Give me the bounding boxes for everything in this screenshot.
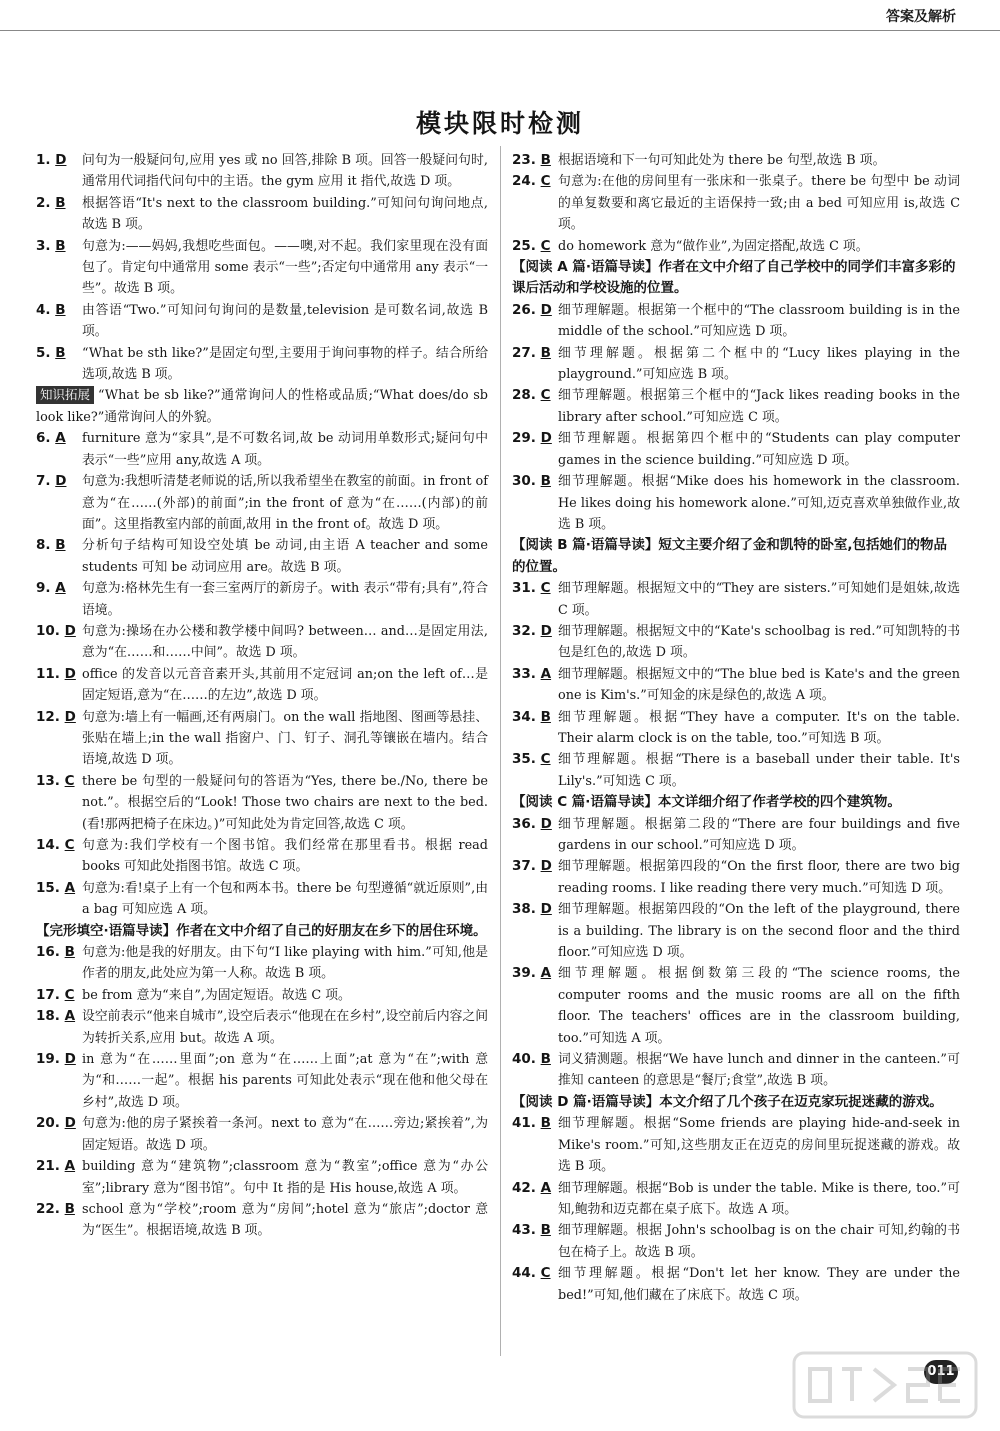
item-number: 12. D [36,708,76,725]
item-answer: D [64,665,76,682]
answer-item [36,343,488,386]
item-number: 14. C [36,837,75,853]
section-heading-text: 【阅读 C 篇·语篇导读】本文详细介绍了作者学校的四个建筑物。 [512,794,901,811]
item-number: 33. A [512,665,552,682]
item-explanation: there be 句型的一般疑问句的答语为“Yes, there be./No, there be not.”。根据空后的“Look! Those two chairs are next to the bed.(看!那两把椅子在床边。)”可知此处为肯定回答,故选 C 项。 [82,773,488,832]
item-explanation: be from 意为“来自”,为固定短语。故选 C 项。 [82,987,351,1003]
item-number: 8. B [36,537,66,554]
answer-item [36,835,488,878]
answer-item [36,1049,488,1113]
item-answer: B [64,1200,75,1217]
item-explanation: furniture 意为“家具”,是不可数名词,故 be 动词用单数形式;疑问句中表示“一些”应用 any,故选 A 项。 [82,431,488,468]
item-answer: B [55,537,66,554]
item-explanation: 由答语“Two.”可知问句询问的是数量,television 是可数名词,故选 B 项。 [82,302,488,340]
item-explanation: 句意为:我想听清楚老师说的话,所以我希望坐在教室的前面。in front of 意为“在……(外部)的前面”;in the front of 意为“在……(内部)的前面”。这里指教室内部的前面,故用 in the front of。故选 D 项。 [82,474,488,532]
item-answer: B [55,344,66,361]
item-answer: A [540,1179,552,1196]
item-number: 26. D [512,301,552,318]
item-explanation: 细节理解题。根据“They have a computer. It's on the table. Their alarm clock is on the table, too.”可知选 B 项。 [558,709,960,746]
item-answer: C [540,1265,551,1282]
item-explanation: 细节理解题。根据短文中的“The blue bed is Kate's and the green one is Kim's.”可知金的床是绿色的,故选 A 项。 [558,666,960,704]
answer-item [512,428,960,471]
item-number: 2. B [36,194,66,211]
note-tag: 知识拓展 [36,386,94,404]
item-number: 28. C [512,387,551,404]
item-number: 9. A [36,580,66,597]
item-number: 34. B [512,708,551,725]
answer-item [512,963,960,1049]
item-explanation: school 意为“学校”;room 意为“房间”;hotel 意为“旅店”;doctor 意为“医生”。根据语境,故选 B 项。 [82,1201,488,1239]
answer-item [36,578,488,621]
item-explanation: do homework 意为“做作业”,为固定搭配,故选 C 项。 [558,238,869,254]
item-answer: C [540,751,551,768]
item-answer: B [55,301,66,318]
item-explanation: 细节理解题。根据短文中的“They are sisters.”可知她们是姐妹,故选 C 项。 [558,581,960,618]
answer-item [36,1156,488,1199]
item-answer: C [540,580,551,597]
answer-item [512,1113,960,1177]
answer-item [512,1178,960,1221]
item-explanation: 细节理解题。根据第四段的“On the first floor, there are two big reading rooms. I like reading there very much.”可知选 D 项。 [558,859,960,896]
item-answer: D [55,152,67,168]
answer-item [512,899,960,963]
answer-item [512,1220,960,1263]
item-number: 35. C [512,751,551,768]
item-number: 27. B [512,344,551,361]
page-number: 011 [924,1360,958,1384]
item-number: 40. B [512,1051,551,1068]
answer-item [512,707,960,750]
column-divider [500,146,501,1356]
answer-item [36,1006,488,1049]
item-answer: C [64,986,75,1003]
item-explanation: building 意为“建筑物”;classroom 意为“教室”;office 意为“办公室”;library 意为“图书馆”。句中 It 指的是 His house,故选 A 项。 [82,1159,488,1196]
item-number: 31. C [512,580,551,597]
item-explanation: 细节理解题。根据第二段的“There are four buildings and five gardens in our school.”可知应选 D 项。 [558,816,960,853]
item-number: 32. D [512,622,552,639]
item-number: 11. D [36,665,76,682]
answer-item [36,193,488,236]
answer-item [512,385,960,428]
answer-item [36,150,488,193]
item-number: 17. C [36,986,75,1003]
item-number: 19. D [36,1051,76,1068]
section-heading-text: 【阅读 A 篇·语篇导读】作者在文中介绍了自己学校中的同学们丰富多彩的课后活动和学校设施的位置。 [512,259,956,297]
item-answer: D [64,708,76,725]
section-heading [512,257,960,300]
answer-item [36,985,488,1006]
answer-item [36,535,488,578]
answer-item [36,664,488,707]
item-number: 30. B [512,473,551,490]
item-explanation: 句意为:——妈妈,我想吃些面包。——噢,对不起。我们家里现在没有面包了。肯定句中通常用 some 表示“一些”;否定句中通常用 any 表示“一些”。故选 B 项。 [82,238,488,297]
item-answer: B [540,344,551,361]
answer-item [512,300,960,343]
item-answer: D [540,430,552,447]
section-heading-text: 【阅读 D 篇·语篇导读】本文介绍了几个孩子在迈克家玩捉迷藏的游戏。 [512,1093,943,1110]
answer-item [512,171,960,235]
item-answer: D [64,1115,76,1132]
item-number: 3. B [36,237,66,254]
item-explanation: 根据答语“It's next to the classroom building.”可知问句询问地点,故选 B 项。 [82,195,488,233]
section-heading [512,1092,960,1113]
item-number: 25. C [512,237,551,254]
item-explanation: 根据语境和下一句可知此处为 there be 句型,故选 B 项。 [558,153,886,168]
header-label: 答案及解析 [886,9,956,25]
item-explanation: 句意为:在他的房间里有一张床和一张桌子。there be 句型中 be 动词的单复数要和离它最近的主语保持一致;由 a bed 可知应用 is,故选 C 项。 [558,174,960,233]
section-heading-text: 【完形填空·语篇导读】作者在文中介绍了自己的好朋友在乡下的居住环境。 [36,922,487,939]
item-number: 7. D [36,473,67,490]
item-answer: C [540,173,551,190]
item-answer: D [64,622,76,639]
answer-item [36,878,488,921]
answer-item [512,471,960,535]
item-explanation: 句意为:墙上有一幅画,还有两扇门。on the wall 指地图、图画等悬挂、张贴在墙上;in the wall 指窗户、门、钉子、洞孔等镶嵌在墙内。结合语境,故选 D 项。 [82,709,488,768]
item-number: 38. D [512,901,552,918]
item-explanation: 细节理解题。根据“Some friends are playing hide-and-seek in Mike's room.”可知,这些朋友正在迈克的房间里玩捉迷藏的游戏。故选 B 项。 [558,1116,960,1175]
item-explanation: 分析句子结构可知设空处填 be 动词,由主语 A teacher and some students 可知 be 动词应用 are。故选 B 项。 [82,538,488,575]
item-answer: A [540,965,552,982]
item-explanation: 细节理解题。根据第三个框中的“Jack likes reading books in the library after school.”可知应选 C 项。 [558,388,960,425]
item-answer: D [540,901,552,918]
item-answer: B [540,1115,551,1132]
item-number: 4. B [36,301,66,318]
item-explanation: 句意为:他的房子紧挨着一条河。next to 意为“在……旁边;紧挨着”,为固定短语。故选 D 项。 [82,1116,488,1153]
item-explanation: 细节理解题。根据第二个框中的“Lucy likes playing in the playground.”可知应选 B 项。 [558,345,960,383]
item-explanation: in 意为“在……里面”;on 意为“在……上面”;at 意为“在”;with 意为“和……一起”。根据 his parents 可知此处表示“现在他和他父母在乡村”,故选 D 项。 [82,1052,488,1110]
item-number: 6. A [36,430,66,447]
item-answer: B [540,1051,551,1068]
item-explanation: 细节理解题。根据“Don't let her know. They are under the bed!”可知,他们藏在了床底下。故选 C 项。 [558,1266,960,1303]
item-answer: A [64,879,76,896]
answer-item [36,771,488,835]
section-heading [512,792,960,813]
knowledge-note [36,385,488,428]
section-heading-text: 【阅读 B 篇·语篇导读】短文主要介绍了金和凯特的卧室,包括她们的物品的位置。 [512,537,947,575]
answer-item [36,300,488,343]
answer-item [512,749,960,792]
item-explanation: 细节理解题。根据 John's schoolbag is on the chair 可知,约翰的书包在椅子上。故选 B 项。 [558,1223,960,1260]
item-answer: B [64,944,75,961]
item-number: 44. C [512,1265,551,1282]
answer-item [512,621,960,664]
answer-item [36,471,488,535]
left-column [36,150,488,1242]
item-explanation: 细节理解题。根据倒数第三段的“The science rooms, the computer rooms and the music rooms are all on the fifth floor. The teachers' offices are in the classroom building, too.”可知选 A 项。 [558,966,960,1046]
item-number: 5. B [36,344,66,361]
item-explanation: 句意为:我们学校有一个图书馆。我们经常在那里看书。根据 read books 可知此处指图书馆。故选 C 项。 [82,838,488,875]
item-number: 23. B [512,152,551,168]
item-answer: D [540,622,552,639]
item-explanation: 细节理解题。根据短文中的“Kate's schoolbag is red.”可知凯特的书包是红色的,故选 D 项。 [558,623,960,661]
item-answer: C [540,387,551,404]
answer-item [512,578,960,621]
item-answer: A [55,430,66,447]
item-explanation: 问句为一般疑问句,应用 yes 或 no 回答,排除 B 项。回答一般疑问句时,通常用代词指代问句中的主语。the gym 应用 it 指代,故选 D 项。 [82,153,488,190]
item-answer: A [64,1158,76,1175]
watermark-logo [790,1345,980,1425]
page-title: 模块限时检测 [415,109,584,138]
item-number: 43. B [512,1222,551,1239]
answer-item [512,814,960,857]
item-answer: B [55,194,66,211]
item-answer: D [540,858,552,875]
item-number: 39. A [512,965,552,982]
answer-item [36,1113,488,1156]
item-number: 13. C [36,772,75,789]
item-explanation: 细节理解题。根据第四段的“On the left of the playground, there is a building. The library is on the second floor and the third floor.”可知应选 D 项。 [558,902,960,961]
item-explanation: 细节理解题。根据“Bob is under the table. Mike is there, too.”可知,鲍勃和迈克都在桌子底下。故选 A 项。 [558,1180,960,1217]
item-number: 15. A [36,879,76,896]
answer-item [512,664,960,707]
item-answer: A [64,1008,76,1025]
item-answer: A [55,580,66,597]
item-answer: C [540,237,551,254]
item-answer: B [540,152,551,168]
item-answer: B [540,473,551,490]
item-answer: D [55,473,67,490]
item-answer: D [64,1051,76,1068]
item-number: 18. A [36,1008,76,1025]
item-explanation: 词义猜测题。根据“We have lunch and dinner in the canteen.”可推知 canteen 的意思是“餐厅;食堂”,故选 B 项。 [558,1052,960,1089]
answer-item [512,343,960,386]
answer-item [36,707,488,771]
item-number: 36. D [512,815,552,832]
answer-item [36,942,488,985]
answer-item [36,428,488,471]
answer-item [36,236,488,300]
header-rule [0,30,1000,31]
item-explanation: 细节理解题。根据“Mike does his homework in the classroom. He likes doing his homework alone.”可知,迈克喜欢单独做作业,故选 B 项。 [558,474,960,532]
answer-item [36,621,488,664]
section-heading [36,921,488,942]
item-explanation: 句意为:看!桌子上有一个包和两本书。there be 句型遵循“就近原则”,由 a bag 可知应选 A 项。 [82,880,488,918]
item-answer: D [540,301,552,318]
answer-item [512,150,960,171]
item-explanation: 细节理解题。根据第一个框中的“The classroom building is in the middle of the school.”可知应选 D 项。 [558,302,960,340]
item-answer: B [540,1222,551,1239]
item-explanation: 细节理解题。根据第四个框中的“Students can play computer games in the science building.”可知应选 D 项。 [558,431,960,468]
item-number: 42. A [512,1179,552,1196]
item-number: 41. B [512,1115,551,1132]
answer-item [36,1199,488,1242]
answer-item [512,1263,960,1306]
right-column [512,150,960,1306]
item-number: 37. D [512,858,552,875]
item-explanation: 句意为:格林先生有一套三室两厅的新房子。with 表示“带有;具有”,符合语境。 [82,581,488,618]
item-explanation: office 的发音以元音音素开头,其前用不定冠词 an;on the left of…是固定短语,意为“在……的左边”,故选 D 项。 [82,666,488,704]
item-answer: B [540,708,551,725]
note-text: “What be sb like?”通常询问人的性格或品质;“What does/do sb look like?”通常询问人的外貌。 [36,388,488,425]
item-number: 1. D [36,152,67,168]
answer-item [512,856,960,899]
item-explanation: 句意为:操场在办公楼和教学楼中间吗? between… and…是固定用法,意为“在……和……中间”。故选 D 项。 [82,623,488,661]
item-number: 20. D [36,1115,76,1132]
item-answer: D [540,815,552,832]
item-number: 22. B [36,1200,75,1217]
item-answer: A [540,665,552,682]
item-number: 21. A [36,1158,76,1175]
item-number: 16. B [36,944,75,961]
answer-item [512,236,960,257]
section-heading [512,535,960,578]
item-number: 10. D [36,622,76,639]
item-answer: B [55,237,66,254]
item-explanation: 句意为:他是我的好朋友。由下句“I like playing with him.”可知,他是作者的朋友,此处应为第一人称。故选 B 项。 [82,945,488,982]
item-explanation: “What be sth like?”是固定句型,主要用于询问事物的样子。结合所给选项,故选 B 项。 [82,345,488,383]
item-number: 24. C [512,173,551,190]
answer-item [512,1049,960,1092]
item-explanation: 细节理解题。根据“There is a baseball under their table. It's Lily's.”可知选 C 项。 [558,752,960,789]
item-answer: C [64,837,75,853]
item-answer: C [64,772,75,789]
item-explanation: 设空前表示“他来自城市”,设空后表示“他现在在乡村”,设空前后内容之间为转折关系,应用 but。故选 A 项。 [82,1009,488,1046]
item-number: 29. D [512,430,552,447]
